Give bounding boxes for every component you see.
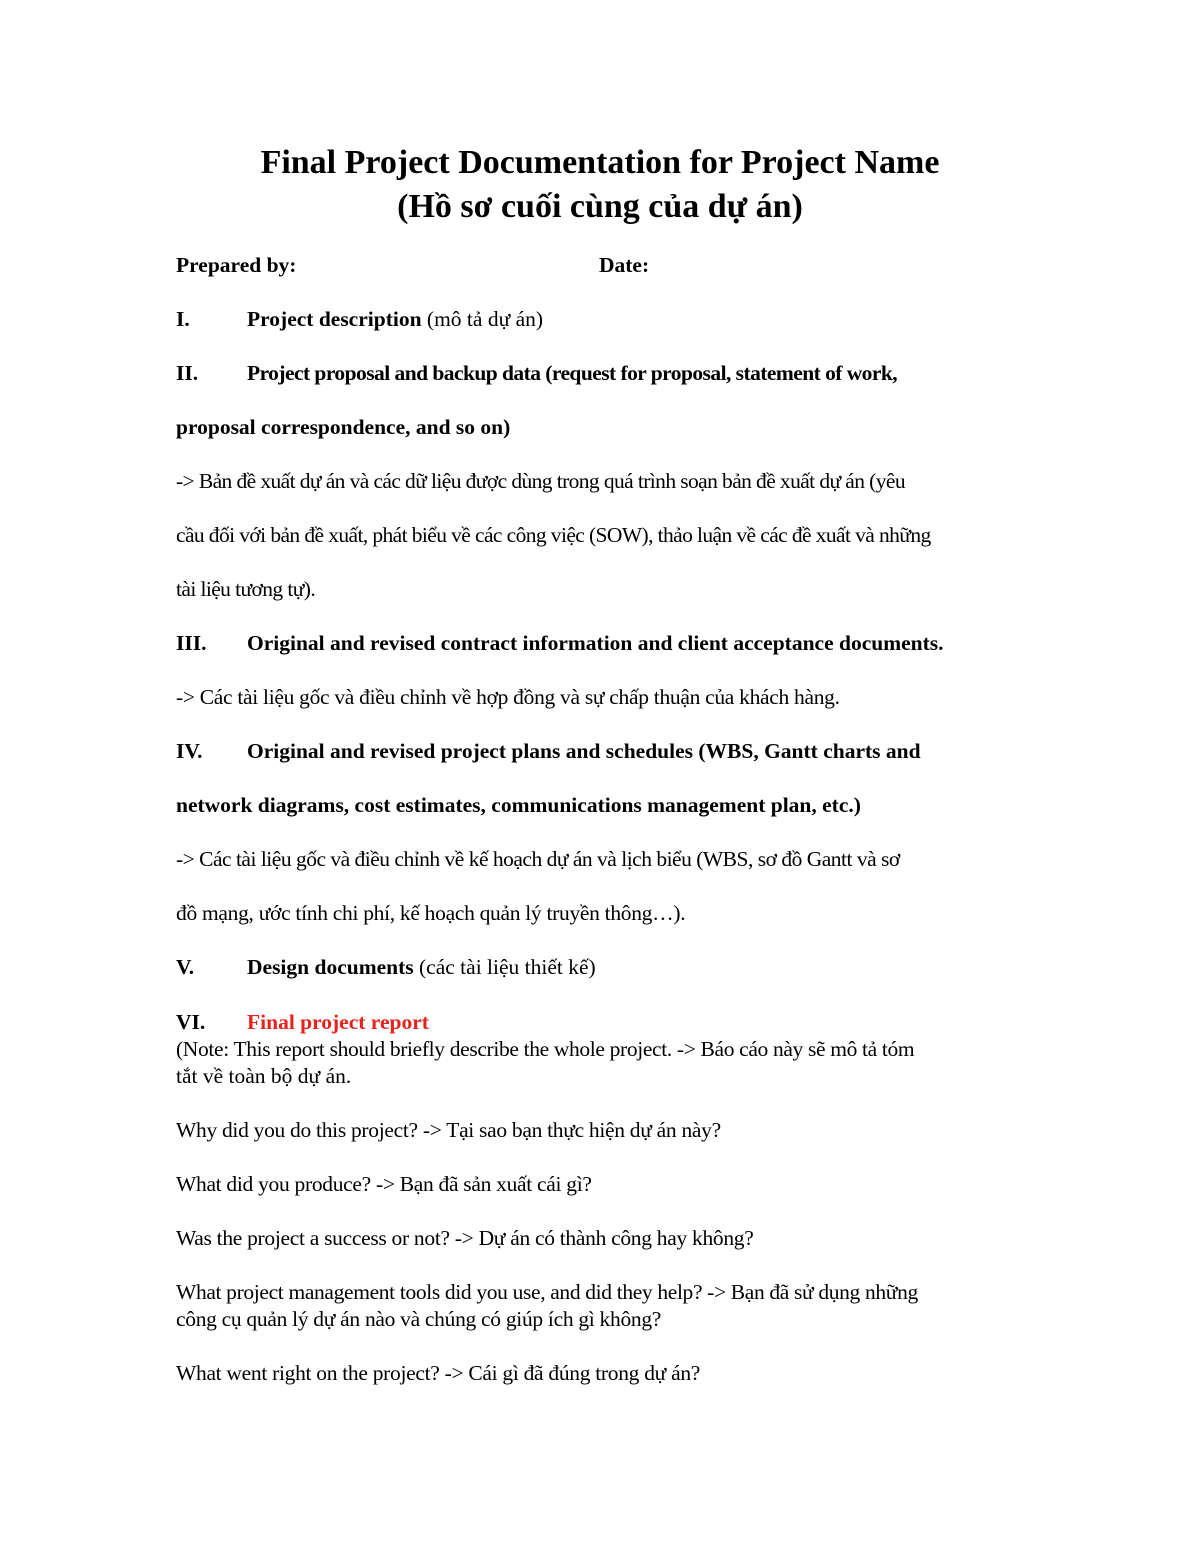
section-1-heading: Project description [247,307,422,331]
document-subtitle: (Hồ sơ cuối cùng của dự án) [397,188,803,225]
question-1: Why did you do this project? -> Tại sao bạn thực hiện dự án này? [176,1118,721,1142]
section-5-heading: Design documents [247,955,414,979]
section-6-number: VI. [176,1010,206,1034]
section-2-number: II. [176,361,199,385]
date-label: Date: [599,253,650,277]
section-6-note-line-2: tắt về toàn bộ dự án. [176,1064,352,1088]
question-4: What project management tools did you use, and did they help? -> Bạn đã sử dụng những [176,1280,918,1304]
section-5-note: (các tài liệu thiết kế) [413,955,596,979]
section-6-heading: Final project report [247,1010,429,1034]
section-5-number: V. [176,955,195,979]
section-3-heading: Original and revised contract information and client acceptance documents. [247,631,944,655]
question-4-cont: công cụ quản lý dự án nào và chúng có giúp ích gì không? [176,1307,662,1331]
section-4-heading: Original and revised project plans and schedules (WBS, Gantt charts and [247,739,921,763]
section-5-heading-line [247,953,596,981]
section-1-heading-line [247,305,543,333]
prepared-by-label: Prepared by: [176,253,297,277]
section-2-heading-cont: proposal correspondence, and so on) [176,415,511,439]
section-4-number: IV. [176,739,203,763]
section-2-desc-line-1: -> Bản đề xuất dự án và các dữ liệu được dùng trong quá trình soạn bản đề xuất dự án (yêu [176,469,905,493]
section-2-desc-line-3: tài liệu tương tự). [176,577,316,601]
question-5: What went right on the project? -> Cái gì đã đúng trong dự án? [176,1361,701,1385]
section-4-heading-cont: network diagrams, cost estimates, communications management plan, etc.) [176,793,861,817]
section-1-number: I. [176,307,190,331]
section-3-number: III. [176,631,207,655]
section-2-heading: Project proposal and backup data (request for proposal, statement of work, [247,361,898,385]
section-1-note: (mô tả dự án) [421,307,544,331]
section-4-desc-line-2: đồ mạng, ước tính chi phí, kế hoạch quản lý truyền thông…). [176,901,686,925]
document-title: Final Project Documentation for Project Name [260,144,940,181]
section-2-desc-line-2: cầu đối với bản đề xuất, phát biểu về các công việc (SOW), thảo luận về các đề xuất và những [176,523,931,547]
question-3: Was the project a success or not? -> Dự án có thành công hay không? [176,1226,754,1250]
section-3-desc-line-1: -> Các tài liệu gốc và điều chỉnh về hợp đồng và sự chấp thuận của khách hàng. [176,685,840,709]
section-6-note-line-1: (Note: This report should briefly describe the whole project. -> Báo cáo này sẽ mô tả tóm [176,1037,915,1061]
question-2: What did you produce? -> Bạn đã sản xuất cái gì? [176,1172,592,1196]
section-4-desc-line-1: -> Các tài liệu gốc và điều chỉnh về kế hoạch dự án và lịch biểu (WBS, sơ đồ Gantt và sơ [176,847,900,871]
